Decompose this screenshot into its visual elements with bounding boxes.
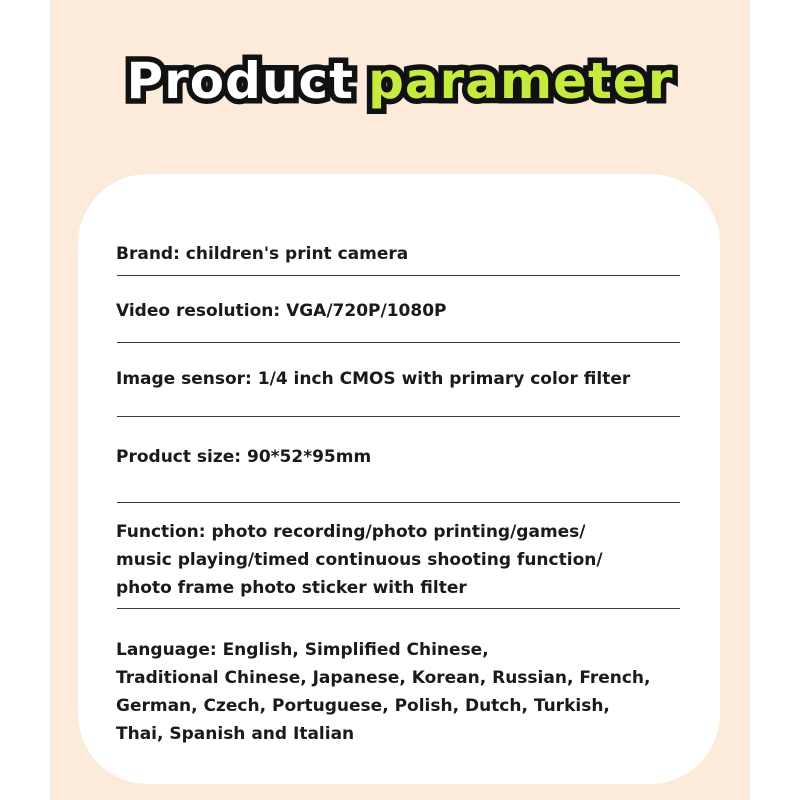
divider: [117, 342, 680, 343]
param-line: Function: photo recording/photo printing/games/: [116, 522, 586, 542]
param-brand: [116, 240, 408, 268]
param-product-size: [116, 443, 371, 471]
param-function: [116, 518, 603, 602]
divider: [117, 502, 680, 503]
param-line: Image sensor: 1/4 inch CMOS with primary color filter: [116, 369, 631, 389]
param-line: Video resolution: VGA/720P/1080P: [116, 301, 447, 321]
param-line: Traditional Chinese, Japanese, Korean, Russian, French,: [116, 668, 651, 688]
divider: [117, 275, 680, 276]
page-title: [0, 52, 800, 132]
title-word-product: Product: [126, 52, 355, 110]
param-line: German, Czech, Portuguese, Polish, Dutch, Turkish,: [116, 696, 610, 716]
param-line: Thai, Spanish and Italian: [116, 724, 355, 744]
divider: [117, 608, 680, 609]
param-line: Product size: 90*52*95mm: [116, 447, 372, 467]
param-line: music playing/timed continuous shooting function/: [116, 550, 603, 570]
param-language: [116, 636, 651, 748]
param-line: photo frame photo sticker with filter: [116, 578, 467, 598]
divider: [117, 416, 680, 417]
title-word-parameter: parameter: [368, 52, 674, 110]
param-line: Language: English, Simplified Chinese,: [116, 640, 489, 660]
param-video-resolution: [116, 297, 446, 325]
param-line: Brand: children's print camera: [116, 244, 409, 264]
param-image-sensor: [116, 365, 630, 393]
